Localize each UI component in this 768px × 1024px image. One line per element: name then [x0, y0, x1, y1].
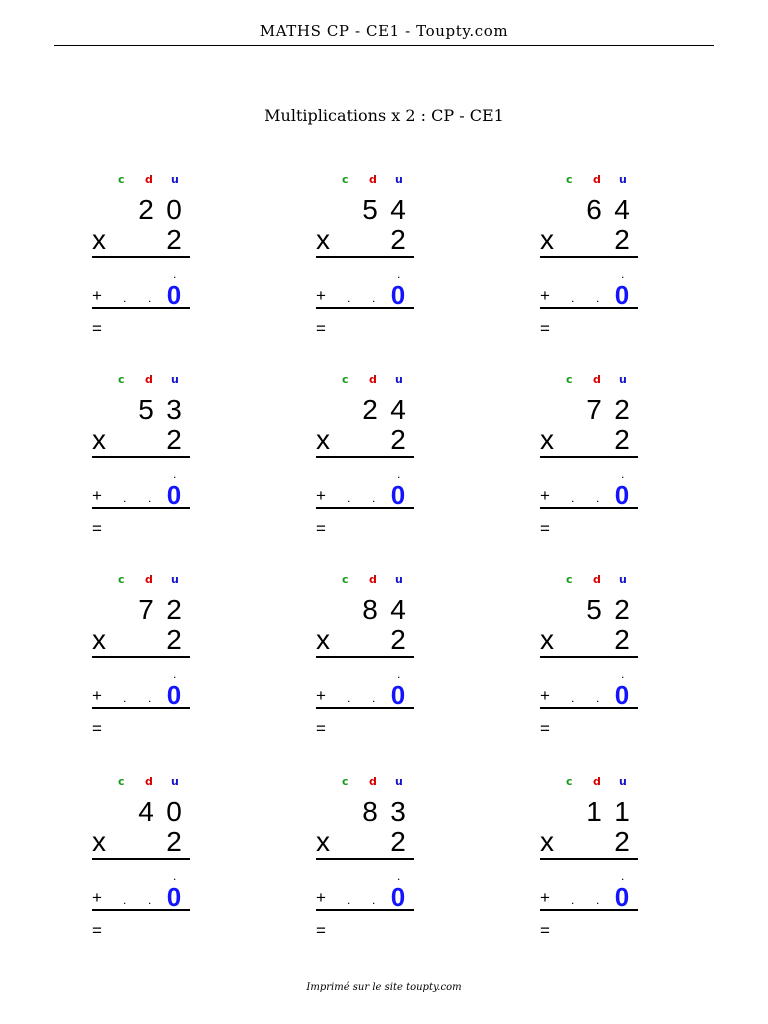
times-sign: x — [316, 826, 330, 857]
placeholder-dot: . — [372, 893, 376, 907]
times-sign: x — [540, 424, 554, 455]
placeholder-dot: . — [347, 893, 351, 907]
carry-zero: 0 — [614, 680, 630, 710]
placeholder-dot: . — [148, 491, 152, 505]
answer-line — [316, 456, 414, 458]
placeholder-dot: . — [571, 893, 575, 907]
answer-line — [92, 858, 190, 860]
multiplicand-tens: 2 — [138, 194, 154, 225]
carry-zero: 0 — [390, 680, 406, 710]
multiplier: 2 — [614, 224, 630, 255]
placeholder-dot: . — [571, 491, 575, 505]
carry-dot: . — [397, 667, 401, 681]
answer-line — [540, 858, 638, 860]
multiplier: 2 — [390, 224, 406, 255]
multiplicand-units: 0 — [166, 194, 182, 225]
answer-line — [540, 656, 638, 658]
multiplier: 2 — [166, 826, 182, 857]
placeholder-dot: . — [571, 291, 575, 305]
multiplication-problem — [92, 776, 202, 956]
multiplicand-tens: 6 — [586, 194, 602, 225]
answer-line — [92, 656, 190, 658]
answer-line — [540, 256, 638, 258]
carry-zero: 0 — [614, 480, 630, 510]
placeholder-dot: . — [571, 691, 575, 705]
carry-dot: . — [621, 467, 625, 481]
times-sign: x — [316, 624, 330, 655]
multiplier: 2 — [166, 224, 182, 255]
carry-dot: . — [621, 267, 625, 281]
multiplicand-units: 4 — [614, 194, 630, 225]
sum-line — [92, 707, 190, 709]
place-value-label-d: d — [593, 373, 601, 386]
multiplicand-tens: 4 — [138, 796, 154, 827]
place-value-label-c: c — [342, 775, 349, 788]
multiplier: 2 — [390, 624, 406, 655]
place-value-label-u: u — [171, 373, 179, 386]
place-value-label-u: u — [619, 373, 627, 386]
plus-sign: + — [92, 286, 102, 305]
multiplication-problem — [316, 776, 426, 956]
equals-sign: = — [316, 519, 326, 538]
place-value-label-d: d — [145, 373, 153, 386]
sum-line — [540, 909, 638, 911]
multiplication-problem — [316, 174, 426, 354]
place-value-label-d: d — [145, 573, 153, 586]
place-value-label-c: c — [342, 373, 349, 386]
equals-sign: = — [92, 319, 102, 338]
multiplicand-tens: 5 — [138, 394, 154, 425]
multiplier: 2 — [614, 624, 630, 655]
placeholder-dot: . — [347, 691, 351, 705]
sum-line — [316, 307, 414, 309]
multiplicand-units: 4 — [390, 594, 406, 625]
carry-zero: 0 — [166, 680, 182, 710]
place-value-label-c: c — [342, 173, 349, 186]
multiplicand-units: 2 — [166, 594, 182, 625]
placeholder-dot: . — [123, 893, 127, 907]
placeholder-dot: . — [596, 491, 600, 505]
placeholder-dot: . — [596, 893, 600, 907]
sum-line — [92, 507, 190, 509]
place-value-label-u: u — [171, 775, 179, 788]
multiplicand-units: 4 — [390, 394, 406, 425]
multiplication-problem — [92, 374, 202, 554]
multiplication-problem — [540, 174, 650, 354]
equals-sign: = — [316, 921, 326, 940]
placeholder-dot: . — [596, 691, 600, 705]
equals-sign: = — [540, 719, 550, 738]
answer-line — [540, 456, 638, 458]
sum-line — [540, 507, 638, 509]
plus-sign: + — [316, 486, 326, 505]
equals-sign: = — [540, 519, 550, 538]
placeholder-dot: . — [123, 291, 127, 305]
plus-sign: + — [316, 686, 326, 705]
sum-line — [316, 707, 414, 709]
place-value-label-c: c — [342, 573, 349, 586]
sum-line — [316, 507, 414, 509]
multiplicand-tens: 8 — [362, 796, 378, 827]
multiplicand-units: 1 — [614, 796, 630, 827]
equals-sign: = — [92, 519, 102, 538]
place-value-label-u: u — [171, 573, 179, 586]
carry-dot: . — [173, 267, 177, 281]
times-sign: x — [540, 826, 554, 857]
carry-zero: 0 — [614, 882, 630, 912]
times-sign: x — [92, 424, 106, 455]
carry-dot: . — [397, 467, 401, 481]
plus-sign: + — [540, 888, 550, 907]
place-value-label-u: u — [619, 775, 627, 788]
multiplicand-tens: 2 — [362, 394, 378, 425]
placeholder-dot: . — [347, 491, 351, 505]
place-value-label-c: c — [566, 573, 573, 586]
multiplicand-units: 3 — [166, 394, 182, 425]
place-value-label-d: d — [593, 573, 601, 586]
answer-line — [92, 256, 190, 258]
carry-dot: . — [397, 267, 401, 281]
plus-sign: + — [92, 888, 102, 907]
multiplicand-tens: 7 — [586, 394, 602, 425]
plus-sign: + — [92, 486, 102, 505]
place-value-label-c: c — [118, 373, 125, 386]
multiplier: 2 — [166, 424, 182, 455]
multiplication-problem — [540, 574, 650, 754]
equals-sign: = — [540, 921, 550, 940]
times-sign: x — [316, 424, 330, 455]
place-value-label-d: d — [145, 173, 153, 186]
multiplication-problem — [540, 776, 650, 956]
place-value-label-c: c — [118, 775, 125, 788]
carry-zero: 0 — [614, 280, 630, 310]
plus-sign: + — [316, 286, 326, 305]
carry-dot: . — [173, 667, 177, 681]
answer-line — [92, 456, 190, 458]
answer-line — [316, 656, 414, 658]
multiplication-problem — [540, 374, 650, 554]
multiplier: 2 — [614, 826, 630, 857]
carry-zero: 0 — [166, 280, 182, 310]
carry-dot: . — [173, 467, 177, 481]
multiplier: 2 — [390, 826, 406, 857]
place-value-label-c: c — [118, 573, 125, 586]
multiplication-problem — [316, 574, 426, 754]
place-value-label-u: u — [171, 173, 179, 186]
carry-zero: 0 — [390, 280, 406, 310]
sum-line — [316, 909, 414, 911]
plus-sign: + — [316, 888, 326, 907]
sum-line — [540, 307, 638, 309]
placeholder-dot: . — [148, 291, 152, 305]
multiplier: 2 — [166, 624, 182, 655]
place-value-label-c: c — [118, 173, 125, 186]
carry-dot: . — [173, 869, 177, 883]
placeholder-dot: . — [372, 491, 376, 505]
sheet-title: Multiplications x 2 : CP - CE1 — [264, 106, 504, 125]
sum-line — [540, 707, 638, 709]
place-value-label-c: c — [566, 373, 573, 386]
place-value-label-u: u — [619, 173, 627, 186]
carry-zero: 0 — [166, 882, 182, 912]
times-sign: x — [540, 624, 554, 655]
multiplicand-tens: 1 — [586, 796, 602, 827]
multiplication-problem — [92, 174, 202, 354]
plus-sign: + — [540, 686, 550, 705]
placeholder-dot: . — [372, 691, 376, 705]
equals-sign: = — [540, 319, 550, 338]
multiplier: 2 — [390, 424, 406, 455]
carry-dot: . — [397, 869, 401, 883]
footer-text: Imprimé sur le site toupty.com — [306, 982, 462, 993]
placeholder-dot: . — [148, 893, 152, 907]
header-title: MATHS CP - CE1 - Toupty.com — [259, 22, 509, 40]
carry-zero: 0 — [390, 882, 406, 912]
placeholder-dot: . — [347, 291, 351, 305]
placeholder-dot: . — [123, 691, 127, 705]
placeholder-dot: . — [372, 291, 376, 305]
answer-line — [316, 858, 414, 860]
times-sign: x — [92, 624, 106, 655]
place-value-label-d: d — [145, 775, 153, 788]
placeholder-dot: . — [123, 491, 127, 505]
sum-line — [92, 307, 190, 309]
carry-dot: . — [621, 667, 625, 681]
sum-line — [92, 909, 190, 911]
multiplicand-tens: 5 — [586, 594, 602, 625]
multiplicand-units: 2 — [614, 594, 630, 625]
plus-sign: + — [92, 686, 102, 705]
multiplicand-units: 3 — [390, 796, 406, 827]
place-value-label-c: c — [566, 173, 573, 186]
times-sign: x — [92, 826, 106, 857]
times-sign: x — [316, 224, 330, 255]
times-sign: x — [540, 224, 554, 255]
place-value-label-u: u — [395, 573, 403, 586]
place-value-label-c: c — [566, 775, 573, 788]
equals-sign: = — [316, 719, 326, 738]
carry-dot: . — [621, 869, 625, 883]
answer-line — [316, 256, 414, 258]
times-sign: x — [92, 224, 106, 255]
carry-zero: 0 — [166, 480, 182, 510]
plus-sign: + — [540, 486, 550, 505]
place-value-label-u: u — [395, 775, 403, 788]
place-value-label-d: d — [369, 373, 377, 386]
place-value-label-d: d — [369, 573, 377, 586]
place-value-label-d: d — [593, 775, 601, 788]
placeholder-dot: . — [596, 291, 600, 305]
multiplicand-units: 4 — [390, 194, 406, 225]
equals-sign: = — [92, 921, 102, 940]
placeholder-dot: . — [148, 691, 152, 705]
place-value-label-u: u — [395, 373, 403, 386]
multiplicand-tens: 5 — [362, 194, 378, 225]
equals-sign: = — [92, 719, 102, 738]
carry-zero: 0 — [390, 480, 406, 510]
equals-sign: = — [316, 319, 326, 338]
multiplicand-units: 2 — [614, 394, 630, 425]
multiplication-problem — [92, 574, 202, 754]
multiplicand-tens: 7 — [138, 594, 154, 625]
place-value-label-d: d — [593, 173, 601, 186]
place-value-label-u: u — [395, 173, 403, 186]
place-value-label-d: d — [369, 173, 377, 186]
place-value-label-d: d — [369, 775, 377, 788]
place-value-label-u: u — [619, 573, 627, 586]
multiplication-problem — [316, 374, 426, 554]
plus-sign: + — [540, 286, 550, 305]
multiplicand-tens: 8 — [362, 594, 378, 625]
multiplier: 2 — [614, 424, 630, 455]
multiplicand-units: 0 — [166, 796, 182, 827]
